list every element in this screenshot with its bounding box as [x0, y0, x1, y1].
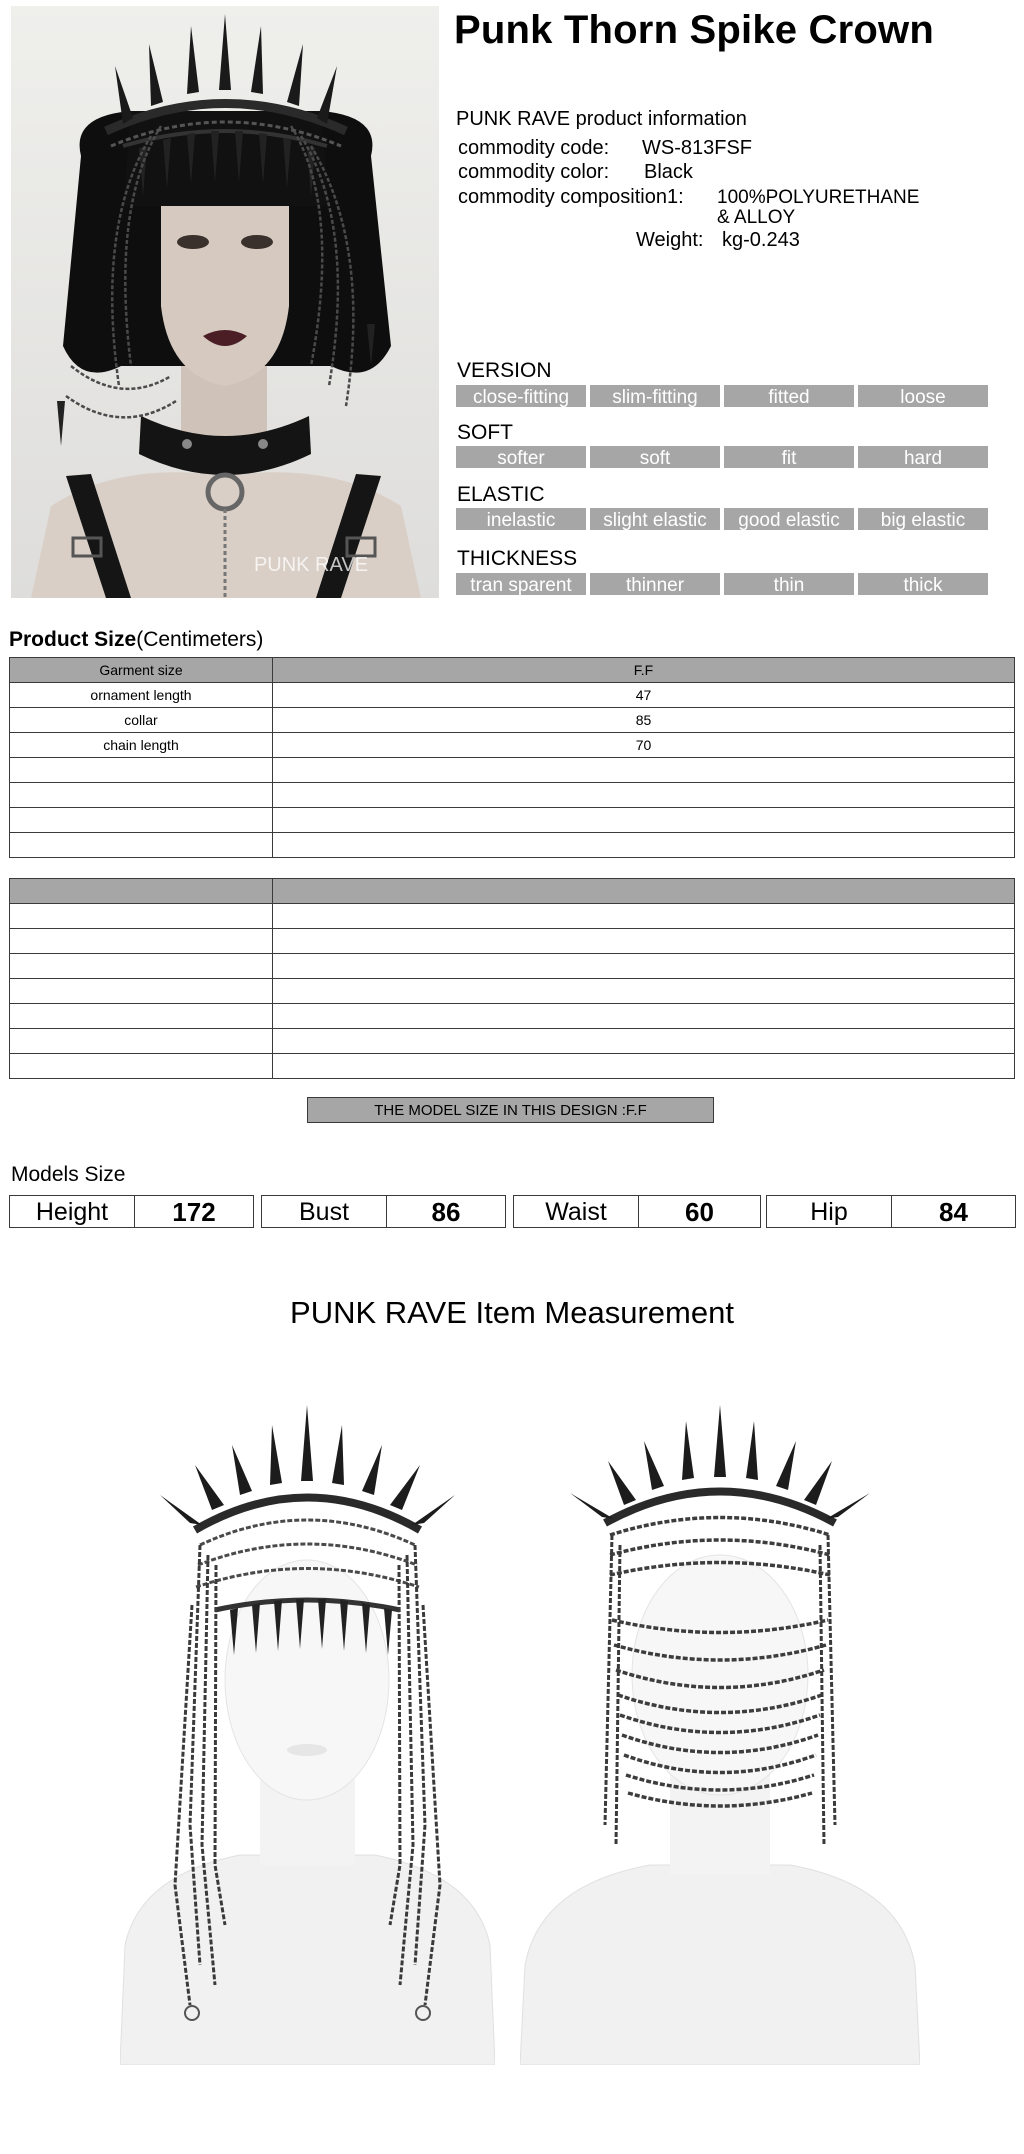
- table-header-cell: F.F: [273, 658, 1015, 683]
- composition-line-2: & ALLOY: [717, 207, 796, 228]
- table-cell: 70: [273, 733, 1015, 758]
- product-title: Punk Thorn Spike Crown: [454, 8, 934, 52]
- mannequin-back-image: [520, 1405, 920, 2070]
- table-row: [10, 1004, 1015, 1029]
- measure-value: 172: [172, 1197, 216, 1227]
- table-row: [10, 929, 1015, 954]
- composition-value: [717, 188, 919, 228]
- table-header-cell: [273, 879, 1015, 904]
- scale-option: close-fitting: [456, 385, 586, 407]
- scale-heading-version: VERSION: [457, 359, 552, 382]
- table-cell: 47: [273, 683, 1015, 708]
- table-row: [10, 979, 1015, 1004]
- scale-option: thin: [724, 573, 854, 595]
- scale-row-version: [456, 385, 988, 407]
- size-table: [9, 657, 1015, 858]
- table-header-cell: Garment size: [10, 658, 273, 683]
- table-row: [10, 1054, 1015, 1079]
- table-cell: chain length: [10, 733, 273, 758]
- scale-option: thick: [858, 573, 988, 595]
- scale-row-soft: [456, 446, 988, 468]
- table-cell: [10, 954, 273, 979]
- scale-option: thinner: [590, 573, 720, 595]
- scale-option: soft: [590, 446, 720, 468]
- model-measure-hip: [766, 1195, 1016, 1228]
- table-row: [10, 808, 1015, 833]
- table-cell: ornament length: [10, 683, 273, 708]
- code-label: commodity code:: [458, 137, 610, 159]
- table-cell: [10, 979, 273, 1004]
- table-row: [10, 1029, 1015, 1054]
- table-header-row: [10, 658, 1015, 683]
- models-size-label: Models Size: [11, 1163, 126, 1186]
- table-cell: [273, 758, 1015, 783]
- scale-row-elastic: [456, 508, 988, 530]
- model-measure-height: [9, 1195, 254, 1228]
- table-row: [10, 758, 1015, 783]
- table-cell: [273, 808, 1015, 833]
- scale-option: inelastic: [456, 508, 586, 530]
- scale-row-thickness: [456, 573, 988, 595]
- model-measure-waist: [513, 1195, 761, 1228]
- weight-label: Weight:: [636, 229, 704, 251]
- table-cell: [273, 904, 1015, 929]
- scale-heading-soft: SOFT: [457, 421, 513, 444]
- size-heading-bold: Product Size: [9, 628, 137, 651]
- measure-key: Hip: [767, 1196, 892, 1227]
- scale-option: slight elastic: [590, 508, 720, 530]
- brand-info: PUNK RAVE product information: [456, 108, 747, 130]
- table-cell: [273, 954, 1015, 979]
- weight-value: kg-0.243: [722, 229, 800, 251]
- table-row: [10, 783, 1015, 808]
- scale-option: good elastic: [724, 508, 854, 530]
- table-cell: [273, 1054, 1015, 1079]
- table-cell: [273, 1029, 1015, 1054]
- table-row: [10, 683, 1015, 708]
- measurement-title: PUNK RAVE Item Measurement: [290, 1295, 734, 1330]
- measure-key: Height: [10, 1196, 135, 1227]
- scale-option: fitted: [724, 385, 854, 407]
- table-cell: [273, 1004, 1015, 1029]
- scale-heading-thickness: THICKNESS: [457, 547, 578, 570]
- table-cell: 85: [273, 708, 1015, 733]
- measure-value: 84: [939, 1197, 968, 1227]
- scale-option: fit: [724, 446, 854, 468]
- table-row: [10, 733, 1015, 758]
- table-row: [10, 708, 1015, 733]
- table-cell: [273, 929, 1015, 954]
- measure-value: 86: [431, 1197, 461, 1227]
- scale-option: loose: [858, 385, 988, 407]
- scale-option: slim-fitting: [590, 385, 720, 407]
- table-cell: [273, 783, 1015, 808]
- mannequin-front-image: [120, 1405, 495, 2070]
- color-value: Black: [644, 161, 693, 183]
- table-header-cell: [10, 879, 273, 904]
- table-row: [10, 954, 1015, 979]
- table-cell: [273, 833, 1015, 858]
- composition-line-1: 100%POLYURETHANE: [717, 187, 920, 208]
- table-cell: [10, 904, 273, 929]
- table-row: [10, 904, 1015, 929]
- code-value: WS-813FSF: [642, 137, 753, 159]
- model-measure-bust: [261, 1195, 506, 1228]
- scale-option: tran sparent: [456, 573, 586, 595]
- scale-option: softer: [456, 446, 586, 468]
- measure-value: 60: [685, 1197, 714, 1227]
- table-cell: [10, 1004, 273, 1029]
- table-cell: [10, 833, 273, 858]
- size-table-heading: [9, 628, 263, 652]
- color-label: commodity color:: [458, 161, 610, 183]
- size-heading-unit: (Centimeters): [136, 628, 264, 651]
- scale-option: hard: [858, 446, 988, 468]
- scale-heading-elastic: ELASTIC: [457, 483, 545, 506]
- table-cell: [10, 929, 273, 954]
- composition-label: commodity composition1:: [458, 186, 684, 208]
- table-cell: [10, 783, 273, 808]
- scale-option: big elastic: [858, 508, 988, 530]
- table-cell: [10, 808, 273, 833]
- table-cell: [273, 979, 1015, 1004]
- model-size-design-banner: THE MODEL SIZE IN THIS DESIGN :F.F: [307, 1097, 714, 1123]
- measure-key: Waist: [514, 1196, 639, 1227]
- table-row: [10, 833, 1015, 858]
- table-cell: [10, 758, 273, 783]
- table-cell: [10, 1029, 273, 1054]
- product-photo: [11, 6, 439, 598]
- table-header-row: [10, 879, 1015, 904]
- photo-watermark: PUNK RAVE: [253, 554, 369, 576]
- secondary-size-table: [9, 878, 1015, 1079]
- table-cell: [10, 1054, 273, 1079]
- measure-key: Bust: [262, 1196, 387, 1227]
- table-cell: collar: [10, 708, 273, 733]
